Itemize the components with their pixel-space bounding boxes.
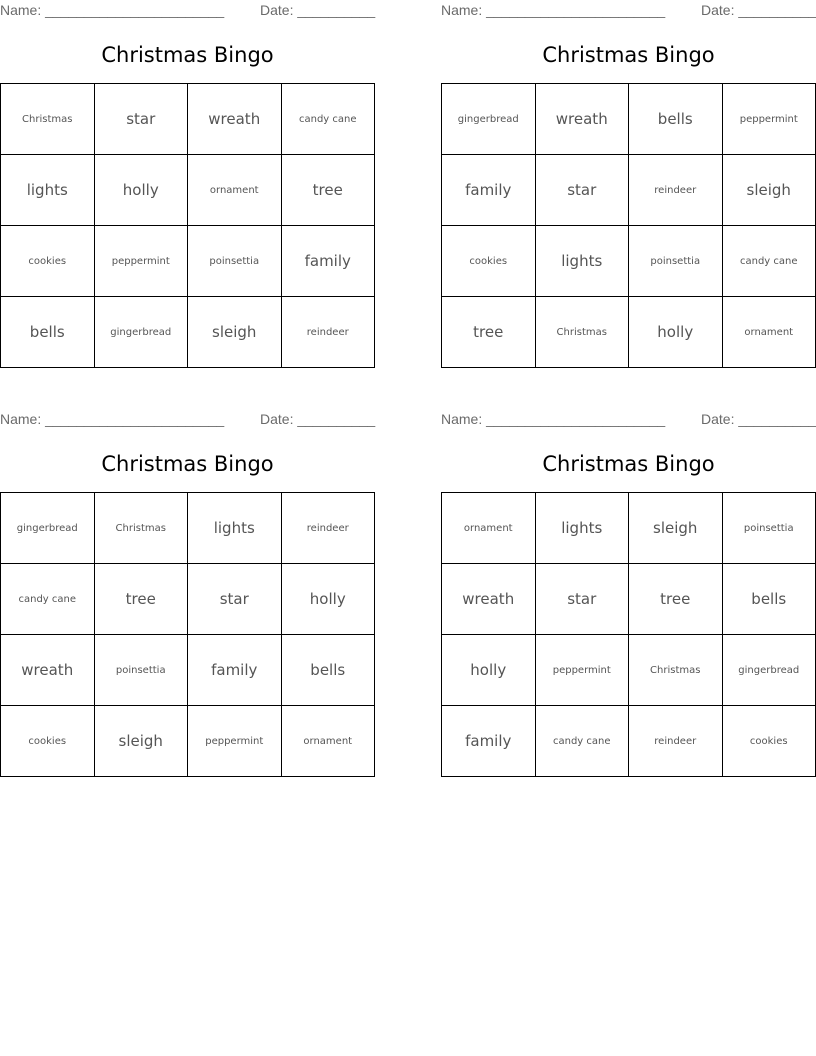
bingo-cell: wreath bbox=[442, 564, 536, 635]
bingo-card bbox=[441, 0, 816, 341]
bingo-cell: peppermint bbox=[535, 635, 629, 706]
date-field[interactable]: Date: __________ bbox=[260, 411, 376, 427]
bingo-cell: lights bbox=[188, 493, 282, 564]
date-field[interactable]: Date: __________ bbox=[701, 2, 816, 18]
card-header bbox=[441, 0, 816, 22]
date-field[interactable]: Date: __________ bbox=[260, 2, 376, 18]
bingo-cell: lights bbox=[1, 155, 95, 226]
card-header bbox=[441, 409, 816, 431]
grid-row bbox=[1, 706, 375, 777]
bingo-cell: reindeer bbox=[281, 493, 375, 564]
bingo-cell: cookies bbox=[442, 226, 536, 297]
bingo-cell: holly bbox=[281, 564, 375, 635]
bingo-cell: Christmas bbox=[535, 297, 629, 368]
name-field[interactable]: Name: _______________________ bbox=[441, 411, 666, 427]
date-field[interactable]: Date: __________ bbox=[701, 411, 816, 427]
bingo-cell: tree bbox=[94, 564, 188, 635]
bingo-cell: holly bbox=[94, 155, 188, 226]
bingo-cell: bells bbox=[722, 564, 816, 635]
bingo-cell: poinsettia bbox=[188, 226, 282, 297]
card-header bbox=[0, 409, 375, 431]
bingo-cell: cookies bbox=[722, 706, 816, 777]
card-title: Christmas Bingo bbox=[101, 43, 274, 67]
bingo-cell: lights bbox=[535, 226, 629, 297]
bingo-cell: star bbox=[535, 155, 629, 226]
bingo-grid bbox=[0, 83, 375, 368]
bingo-cell: cookies bbox=[1, 226, 95, 297]
grid-row bbox=[442, 493, 816, 564]
name-field[interactable]: Name: _______________________ bbox=[0, 2, 225, 18]
bingo-cell: candy cane bbox=[281, 84, 375, 155]
bingo-grid bbox=[441, 492, 816, 777]
bingo-cell: ornament bbox=[188, 155, 282, 226]
bingo-cell: family bbox=[442, 706, 536, 777]
grid-row bbox=[1, 297, 375, 368]
bingo-cell: sleigh bbox=[722, 155, 816, 226]
bingo-card bbox=[0, 409, 376, 750]
bingo-cell: gingerbread bbox=[1, 493, 95, 564]
bingo-cell: wreath bbox=[535, 84, 629, 155]
name-field[interactable]: Name: _______________________ bbox=[0, 411, 225, 427]
bingo-cell: star bbox=[535, 564, 629, 635]
bingo-cell: family bbox=[442, 155, 536, 226]
grid-row bbox=[442, 155, 816, 226]
grid-row bbox=[1, 84, 375, 155]
bingo-cell: cookies bbox=[1, 706, 95, 777]
bingo-cell: Christmas bbox=[94, 493, 188, 564]
bingo-cell: gingerbread bbox=[442, 84, 536, 155]
grid-row bbox=[1, 493, 375, 564]
bingo-cell: bells bbox=[629, 84, 723, 155]
bingo-cell: reindeer bbox=[629, 706, 723, 777]
bingo-card bbox=[441, 409, 816, 750]
grid-row bbox=[442, 84, 816, 155]
bingo-cell: gingerbread bbox=[94, 297, 188, 368]
bingo-cell: candy cane bbox=[535, 706, 629, 777]
grid-row bbox=[1, 635, 375, 706]
bingo-cell: sleigh bbox=[629, 493, 723, 564]
card-title: Christmas Bingo bbox=[101, 452, 274, 476]
bingo-grid bbox=[441, 83, 816, 368]
name-field[interactable]: Name: _______________________ bbox=[441, 2, 666, 18]
bingo-cell: reindeer bbox=[281, 297, 375, 368]
bingo-cell: bells bbox=[281, 635, 375, 706]
bingo-cell: holly bbox=[629, 297, 723, 368]
grid-row bbox=[442, 564, 816, 635]
bingo-cell: sleigh bbox=[188, 297, 282, 368]
bingo-cell: gingerbread bbox=[722, 635, 816, 706]
bingo-cell: Christmas bbox=[629, 635, 723, 706]
bingo-cell: holly bbox=[442, 635, 536, 706]
bingo-cell: tree bbox=[442, 297, 536, 368]
bingo-cell: lights bbox=[535, 493, 629, 564]
bingo-cell: poinsettia bbox=[94, 635, 188, 706]
bingo-cell: wreath bbox=[1, 635, 95, 706]
bingo-cell: ornament bbox=[281, 706, 375, 777]
bingo-cell: bells bbox=[1, 297, 95, 368]
bingo-cell: sleigh bbox=[94, 706, 188, 777]
grid-row bbox=[442, 635, 816, 706]
bingo-cell: wreath bbox=[188, 84, 282, 155]
bingo-cell: reindeer bbox=[629, 155, 723, 226]
bingo-cell: Christmas bbox=[1, 84, 95, 155]
bingo-grid bbox=[0, 492, 375, 777]
bingo-cell: poinsettia bbox=[629, 226, 723, 297]
bingo-cell: candy cane bbox=[722, 226, 816, 297]
bingo-cell: candy cane bbox=[1, 564, 95, 635]
bingo-cell: star bbox=[94, 84, 188, 155]
grid-row bbox=[442, 226, 816, 297]
bingo-cell: ornament bbox=[442, 493, 536, 564]
bingo-cell: ornament bbox=[722, 297, 816, 368]
bingo-cell: family bbox=[188, 635, 282, 706]
grid-row bbox=[1, 564, 375, 635]
grid-row bbox=[1, 226, 375, 297]
bingo-cell: tree bbox=[281, 155, 375, 226]
bingo-card bbox=[0, 0, 376, 341]
card-title: Christmas Bingo bbox=[542, 452, 715, 476]
bingo-cell: peppermint bbox=[722, 84, 816, 155]
bingo-cell: star bbox=[188, 564, 282, 635]
bingo-cell: tree bbox=[629, 564, 723, 635]
grid-row bbox=[442, 706, 816, 777]
card-header bbox=[0, 0, 375, 22]
bingo-cell: peppermint bbox=[188, 706, 282, 777]
card-title: Christmas Bingo bbox=[542, 43, 715, 67]
grid-row bbox=[442, 297, 816, 368]
bingo-cell: peppermint bbox=[94, 226, 188, 297]
bingo-cell: family bbox=[281, 226, 375, 297]
grid-row bbox=[1, 155, 375, 226]
bingo-cell: poinsettia bbox=[722, 493, 816, 564]
